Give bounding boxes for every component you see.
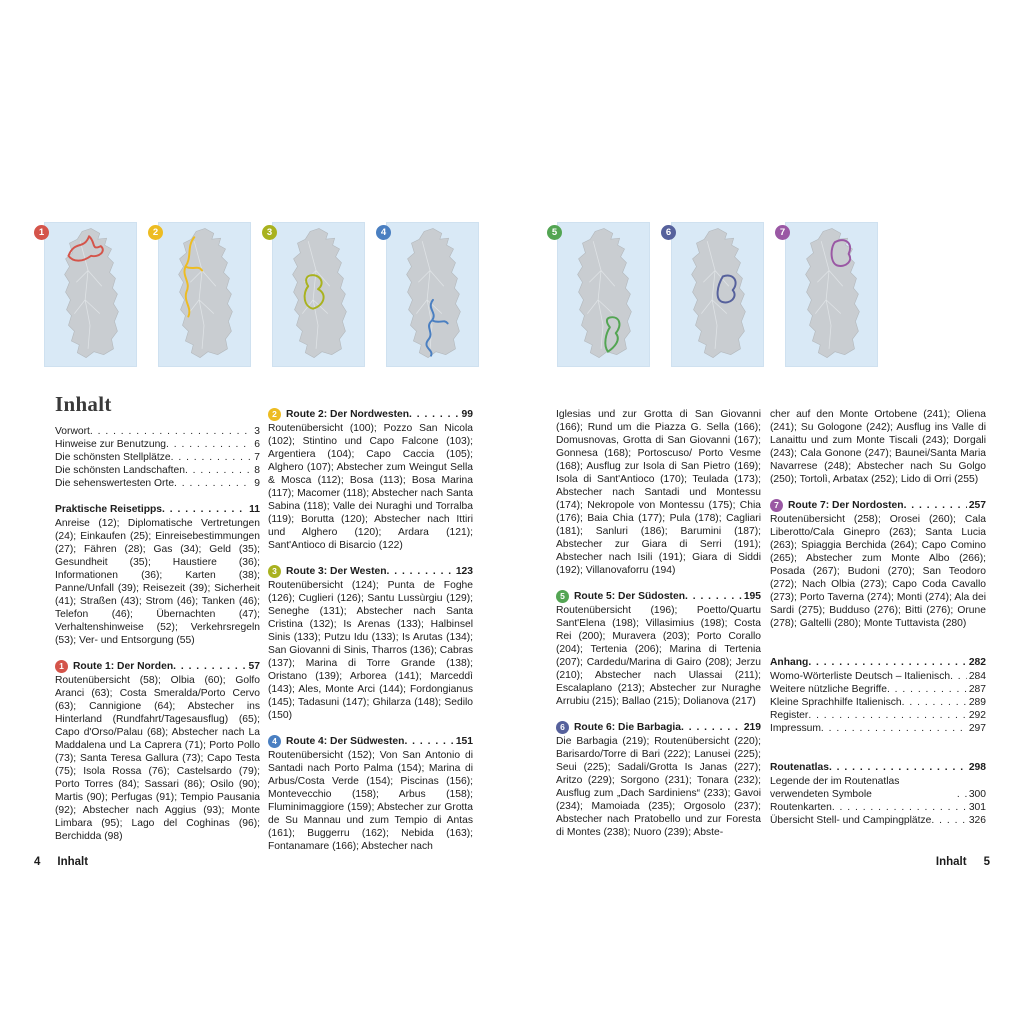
toc-section-page: 99: [461, 409, 473, 420]
route-number-badge: 1: [55, 660, 68, 673]
toc-section-header: [268, 408, 473, 421]
toc-entry-label: Die schönsten Stellplätze: [55, 452, 171, 463]
toc-section-body: Routenübersicht (196); Poetto/Quartu Sant'Elena (198); Villasimius (198); Costa Rei (200); Muravera (203); Porto Corallo (204); Tertenia (206); Marina di Tertenia (207); Cardedu/Marina di Gairo (208); Jerzu (210); Abstecher nach Ulassai (211); Escalaplano (213); Abstecher zur Nuraghe Arrubiu (215); Ballao (215); Dolianova (217): [556, 605, 761, 707]
page-title: Inhalt: [55, 392, 112, 416]
toc-section-page: 298: [968, 762, 986, 773]
toc-entry-page: 6: [254, 439, 260, 450]
route-number-badge: 3: [268, 565, 281, 578]
toc-entry-page: 7: [254, 452, 260, 463]
route-5-badge: 5: [547, 225, 562, 240]
toc-entry-page: 300: [968, 789, 986, 800]
toc-column-2: [268, 408, 473, 853]
sardinia-silhouette: [558, 223, 649, 366]
route-map-7: [779, 222, 878, 367]
route-map-2: [152, 222, 251, 367]
toc-section-header: [770, 499, 986, 512]
leader-dots: [904, 499, 967, 512]
toc-section-page: 195: [743, 591, 761, 602]
sardinia-silhouette: [159, 223, 250, 366]
leader-dots: [832, 801, 967, 814]
toc-section-body: Routenübersicht (58); Olbia (60); Golfo Aranci (63); Costa Smeralda/Porto Cervo (63); Cannigione (64); Abstecher ins Hinterland (Rundfahrt/Tagesausflug) (65); Capo d'Orso/Palau (68); Abstecher nach La Maddalena und La Caprera (71); Porto Pollo (73); Santa Teresa Gallura (73); Capo Testa (75); Isola Rossa (76); Castelsardo (79); Porto Torres (84); Sassari (86); Osilo (90); Martis (90); Perfugas (91); Tempio Pausania (92); Abstecher nach Aggius (93); Monte Limbara (95); Lago del Coghinas (96); Berchidda (98): [55, 675, 260, 842]
toc-section: [268, 408, 473, 552]
toc-entry-label: Die sehenswertesten Orte: [55, 478, 175, 489]
leader-dots: [887, 683, 967, 696]
leader-dots: [821, 722, 967, 735]
route-map-4: [380, 222, 479, 367]
toc-entry: [770, 696, 986, 709]
toc-section-page: 282: [968, 657, 986, 668]
toc-entry: [55, 451, 260, 464]
toc-section-page: 11: [249, 504, 260, 515]
toc-section-title: Route 7: Der Nordosten: [788, 500, 904, 511]
toc-section: [55, 503, 260, 647]
toc-section-header: [770, 761, 986, 774]
toc-entry: [770, 670, 986, 683]
route-map-5: [551, 222, 650, 367]
leader-dots: [950, 670, 967, 683]
toc-section-header: [268, 565, 473, 578]
leader-dots: [902, 696, 967, 709]
sardinia-silhouette: [786, 223, 877, 366]
toc-entry-page: 3: [254, 426, 260, 437]
toc-section-body: Routenübersicht (258); Orosei (260); Cala Liberotto/Cala Ginepro (263); Santa Lucia (263); Spiaggia Berchida (264); Capo Comino (265); Abstecher zum Monte Albo (266); Posada (267); Budoni (270); San Teodoro (272); Nach Olbia (273); Capo Coda Cavallo (273); Porto Taverna (274); Monti (274); Ala dei Sardi (275); Budduso (276); Bitti (276); Orune (278); Galtelli (280); Monte Tuttavista (280): [770, 514, 986, 629]
leader-dots: [931, 814, 966, 827]
leader-dots: [829, 761, 967, 774]
toc-entry-label: Hinweise zur Benutzung: [55, 439, 167, 450]
toc-entry-label: Die schönsten Landschaften: [55, 465, 185, 476]
toc-section: [268, 735, 473, 853]
leader-dots: [808, 656, 966, 669]
sardinia-silhouette: [672, 223, 763, 366]
leader-dots: [171, 451, 253, 464]
route-number-badge: 6: [556, 721, 569, 734]
toc-section-header: [268, 735, 473, 748]
toc-section-page: 123: [455, 566, 473, 577]
toc-section: [268, 565, 473, 722]
leader-dots: [681, 721, 742, 734]
toc-entry: [55, 464, 260, 477]
route-1-badge: 1: [34, 225, 49, 240]
toc-entry-label: Routenkarten: [770, 802, 832, 813]
toc-entry-page: 292: [968, 710, 986, 721]
toc-section-header: [55, 503, 260, 516]
toc-section-header: [55, 660, 260, 673]
toc-entry-label: Kleine Sprachhilfe Italienisch: [770, 697, 902, 708]
toc-entry-label: Impressum: [770, 723, 821, 734]
route-3-badge: 3: [262, 225, 277, 240]
route-map-3: [266, 222, 365, 367]
toc-entry-page: 297: [968, 723, 986, 734]
leader-dots: [808, 709, 966, 722]
route-number-badge: 4: [268, 735, 281, 748]
toc-section-header: [556, 721, 761, 734]
toc-continuation-text: Iglesias und zur Grotta di San Giovanni (166); Rund um die Piazza G. Sella (166); Domusnovas, Grotta di San Giovanni (167); Gonnesa (168); Portoscuso/ Porto Vesme (168); Ausflug zur Isola di San Pietro (169); Isola di Sant'Antioco (170); Teulada (173); Abstecher nach Santadi und Montessu (174); Nekropole von Montessu (175); Chia (176); Baia Chia (177); Pula (178); Cagliari (181); Sanluri (186); Barumini (187); Abstecher zur Giara di Serri (191); Abstecher nach Isili (191); Giara di Siddi (192); Villanovaforru (194): [556, 409, 761, 576]
sardinia-silhouette: [387, 223, 478, 366]
toc-section-title: Praktische Reisetipps: [55, 504, 163, 515]
footer-label: Inhalt: [57, 856, 89, 868]
leader-dots: [162, 503, 247, 516]
toc-section: [556, 721, 761, 839]
toc-entry-label: Womo-Wörterliste Deutsch – Italienisch: [770, 671, 951, 682]
toc-section-body: Routenübersicht (100); Pozzo San Nicola (102); Stintino und Capo Falcone (103); Argentiera (104); Capo Caccia (105); Alghero (107); Abstecher zum Weingut Sella & Mosca (112); Bosa (113); Bosa Marina (117); Macomer (118); Abstecher nach Santa Sabina (118); Valle dei Nuraghi und Torralba (119); Borutta (120); Abstecher nach Ittiri und Alghero (120); Ardara (121); Sant'Antioco di Bisarcio (122): [268, 423, 473, 551]
toc-section-header: [770, 656, 986, 669]
leader-dots: [957, 788, 967, 801]
toc-column-1: [55, 392, 260, 843]
footer-left: [34, 856, 88, 868]
toc-section: [770, 761, 986, 827]
toc-section-title: Route 5: Der Südosten: [574, 591, 685, 602]
page-number: 4: [34, 856, 41, 868]
toc-section-title: Anhang: [770, 657, 809, 668]
toc-section-body: Die Barbagia (219); Routenübersicht (220); Barisardo/Torre di Bari (222); Lanusei (225); Seui (225); Sadali/Grotta Is Janas (227); Aritzo (229); Sorgono (231); Tonara (232); Ausflug zum „Dach Sardiniens“ (233); Gavoi (234); Mamoiada (235); Orgosolo (237); Abstecher nach Pratobello und zur Foresta di Montes (238); Nuoro (239); Abste-: [556, 736, 761, 838]
leader-dots: [173, 660, 246, 673]
toc-section: [55, 660, 260, 843]
toc-entry-label: Legende der im Routenatlas verwendeten Symbole: [770, 776, 900, 800]
toc-entry: [770, 709, 986, 722]
sardinia-silhouette: [45, 223, 136, 366]
route-4-badge: 4: [376, 225, 391, 240]
toc-section-page: 151: [455, 736, 473, 747]
toc-entry: [770, 775, 986, 801]
toc-entry: [770, 814, 986, 827]
route-number-badge: 2: [268, 408, 281, 421]
toc-section-page: 219: [743, 722, 761, 733]
toc-section-body: Routenübersicht (152); Von San Antonio di Santadi nach Porto Palma (154); Marina di Arbus/Costa Verde (154); Piscinas (156); Montevecchio (158); Arbus (158); Fluminimaggiore (159); Abstecher zur Grotta de Su Mannau und zum Tempio di Antas (161); Buggerru (162); Nebida (163); Fontanamare (166); Abstecher nach: [268, 750, 473, 852]
toc-entry-page: 301: [968, 802, 986, 813]
toc-entry-page: 289: [968, 697, 986, 708]
toc-entry: [55, 425, 260, 438]
toc-entry-page: 8: [254, 465, 260, 476]
toc-entry-label: Übersicht Stell- und Campingplätze: [770, 815, 932, 826]
toc-section-title: Route 4: Der Südwesten: [286, 736, 405, 747]
toc-entry: [770, 722, 986, 735]
toc-section: [556, 590, 761, 708]
toc-section-body: Anreise (12); Diplomatische Vertretungen (24); Einkaufen (25); Einreisebestimmungen (27); Fähren (28); Gas (34); Geld (35); Gesundheit (35); Haustiere (36); Informationen (36); Karten (38); Panne/Unfall (39); Reisezeit (39); Sicherheit (41); Straßen (43); Strom (46); Tanken (46); Telefon (46); Übernachten (47); Verhaltenshinweise (52); Verkehrsregeln (53); Ver- und Entsorgung (55): [55, 518, 260, 646]
leader-dots: [174, 477, 252, 490]
route-7-badge: 7: [775, 225, 790, 240]
sardinia-silhouette: [273, 223, 364, 366]
toc-entry-label: Vorwort: [55, 426, 90, 437]
toc-front-list: [55, 425, 260, 490]
route-number-badge: 7: [770, 499, 783, 512]
leader-dots: [387, 565, 454, 578]
toc-section-header: [556, 590, 761, 603]
toc-entry-page: 287: [968, 684, 986, 695]
toc-section-page: 257: [968, 500, 986, 511]
toc-entry: [770, 683, 986, 696]
toc-section-title: Route 2: Der Nordwesten: [286, 409, 410, 420]
route-2-badge: 2: [148, 225, 163, 240]
toc-entry-page: 9: [254, 478, 260, 489]
toc-column-4: [770, 408, 986, 827]
toc-section-body: Routenübersicht (124); Punta de Foghe (126); Cuglieri (126); Santu Lussùrgiu (129); Seneghe (131); Abstecher nach Santa Cristina (132); Is Arenas (133); Halbinsel Sinis (133); Putzu Idu (133); Is Arutas (134); San Giovanni di Sinis, Tharros (136); Cabras (137); Marina di Torre Grande (138); Oristano (139); Arborea (141); Marceddì (143); Ales, Monte Arci (144); Fordongianus (145); Tadasuni (147); Ghilarza (148); Sedilo (150): [268, 580, 473, 721]
route-number-badge: 5: [556, 590, 569, 603]
toc-entry: [55, 438, 260, 451]
leader-dots: [409, 408, 460, 421]
toc-column-3: [556, 408, 761, 839]
page-number: 5: [983, 856, 990, 868]
toc-section-title: Route 3: Der Westen: [286, 566, 387, 577]
leader-dots: [185, 464, 252, 477]
toc-section-title: Route 1: Der Norden: [73, 661, 174, 672]
leader-dots: [166, 438, 252, 451]
toc-section-page: 57: [248, 661, 260, 672]
toc-entry-page: 326: [968, 815, 986, 826]
toc-section: [770, 499, 986, 630]
leader-dots: [685, 590, 742, 603]
toc-entry: [770, 801, 986, 814]
leader-dots: [404, 735, 453, 748]
toc-section-title: Route 6: Die Barbagia: [574, 722, 681, 733]
toc-entry-page: 284: [968, 671, 986, 682]
footer-right: [936, 856, 990, 868]
leader-dots: [90, 425, 252, 438]
route-6-badge: 6: [661, 225, 676, 240]
toc-entry-label: Weitere nützliche Begriffe: [770, 684, 887, 695]
route-map-1: [38, 222, 137, 367]
route-map-6: [665, 222, 764, 367]
toc-entry-label: Register: [770, 710, 809, 721]
toc-section: [770, 656, 986, 735]
footer-label: Inhalt: [935, 856, 967, 868]
toc-entry: [55, 477, 260, 490]
toc-section-title: Routenatlas: [770, 762, 829, 773]
toc-continuation-text: cher auf den Monte Ortobene (241); Oliena (241); Su Gologone (242); Ausflug ins Valle di Lanaittu und zum Monte Tiscali (243); Dorgali (243); Cala Gonone (247); Baunei/Santa Maria Navarrese (248); Abstecher nach Su Golgo (250); Tortolì, Arbatax (252); Lido di Orri (255): [770, 409, 986, 485]
